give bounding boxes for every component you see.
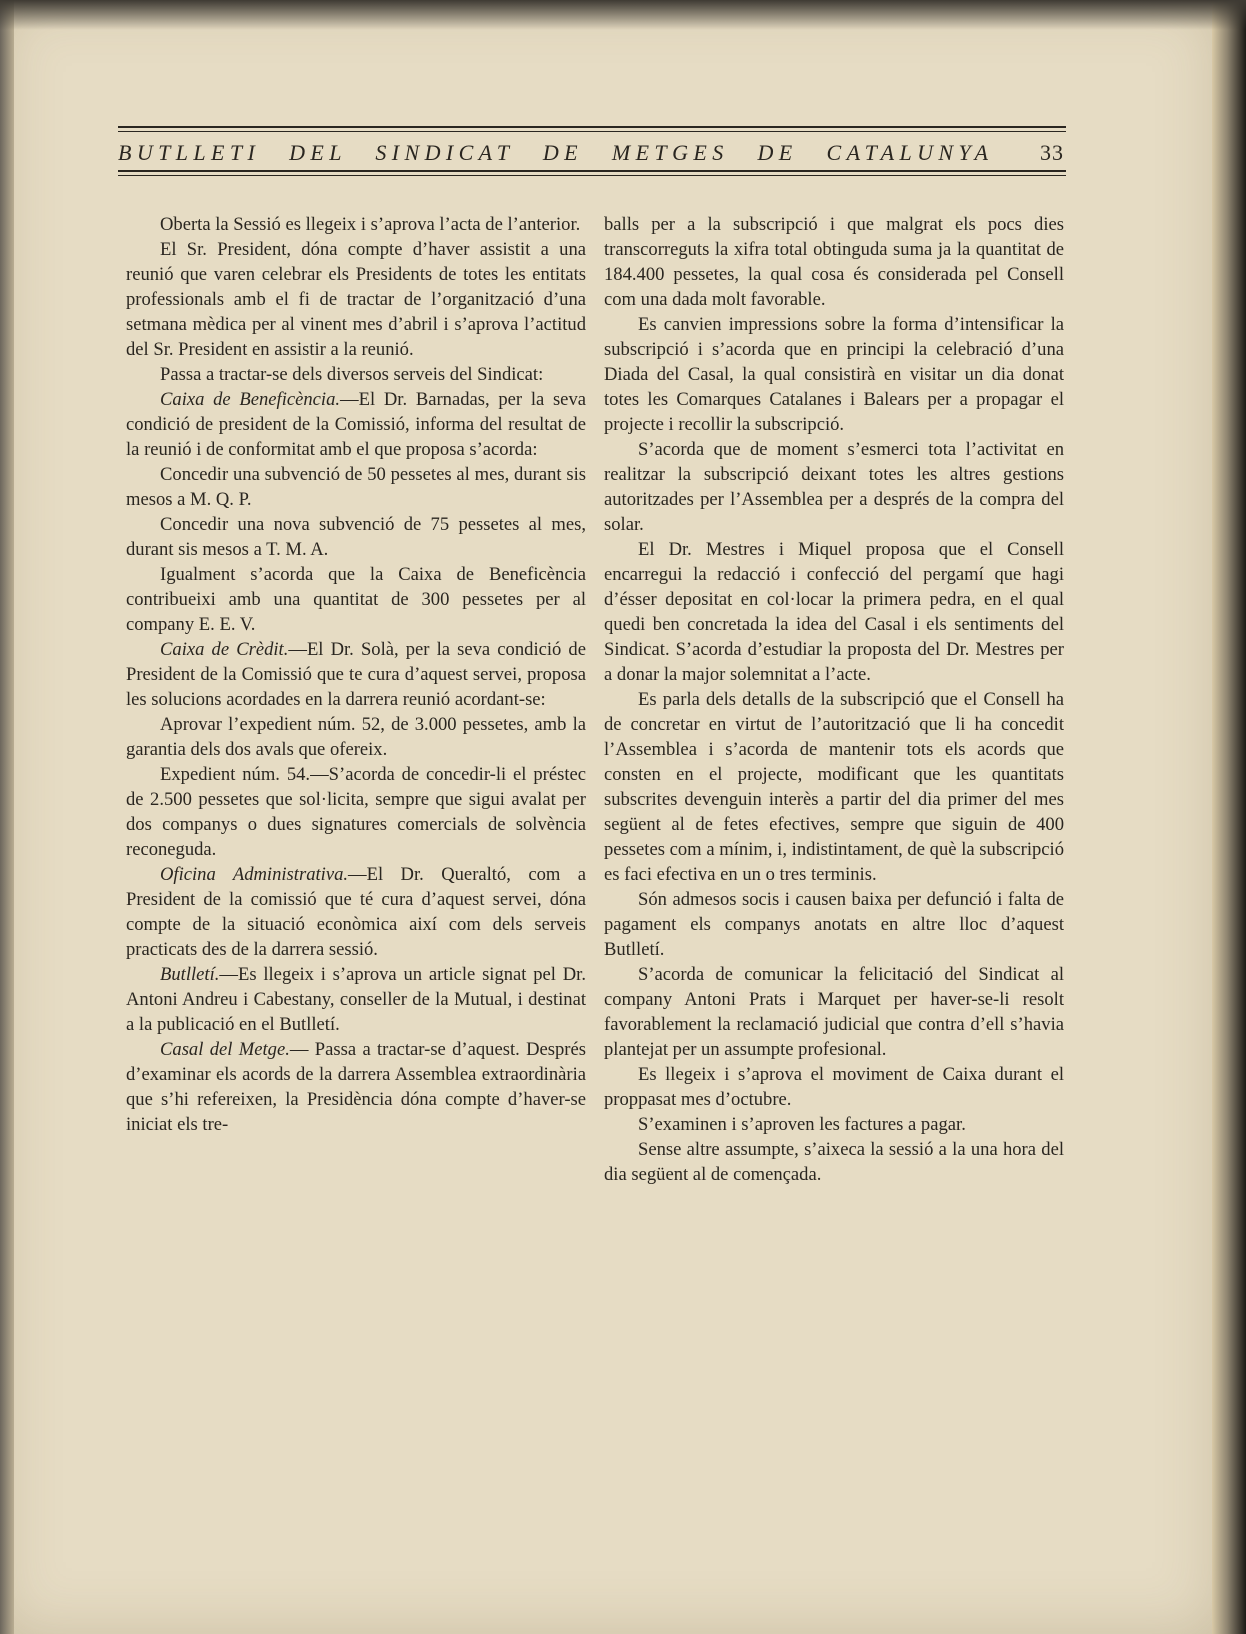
paragraph — [604, 1062, 1064, 1112]
paragraph-text: —El Dr. Barnadas, per la seva condició de president de la Comissió, informa del resultat de la reunió i de conformitat amb el que proposa s’acorda: — [126, 389, 586, 460]
paragraph-text: Sense altre assumpte, s’aixeca la sessió a la una hora del dia següent al de començada. — [604, 1139, 1064, 1185]
paragraph — [126, 512, 586, 562]
paragraph — [126, 237, 586, 362]
paragraph-text: El Dr. Mestres i Miquel proposa que el Consell encarregui la redacció i confecció del pergamí que hagi d’ésser depositat en col·locar la primera pedra, en el qual quedi ben concretada la idea del Casal i els sentiments del Sindicat. S’acorda d’estudiar la proposta del Dr. Mestres per a donar la major solemnitat a l’acte. — [604, 539, 1064, 685]
journal-title: BUTLLETI DEL SINDICAT DE METGES DE CATALUNYA — [118, 140, 994, 165]
paragraph — [604, 687, 1064, 887]
paragraph — [126, 212, 586, 237]
paragraph-text: S’acorda de comunicar la felicitació del Sindicat al company Antoni Prats i Marquet per haver-se-li resolt favorablement la reclamació judicial que contra d’ell s’havia plantejat per un assumpte profesional. — [604, 964, 1064, 1060]
paragraph — [126, 387, 586, 462]
header-rule-top-thin — [118, 131, 1066, 132]
paragraph — [126, 962, 586, 1037]
header-rule-bottom-thin — [118, 175, 1066, 176]
paragraph — [126, 637, 586, 712]
paragraph-text: Es llegeix i s’aprova el moviment de Caixa durant el proppasat mes d’octubre. — [604, 1064, 1064, 1110]
paragraph — [126, 762, 586, 862]
page-number: 33 — [1040, 140, 1064, 165]
paragraph — [604, 1137, 1064, 1187]
paragraph — [604, 437, 1064, 537]
left-column — [126, 212, 586, 1137]
paragraph — [126, 362, 586, 387]
paragraph — [604, 212, 1064, 312]
paragraph-text: —Es llegeix i s’aprova un article signat pel Dr. Antoni Andreu i Cabestany, conseller de la Mutual, i destinat a la publicació en el Butlletí. — [126, 964, 586, 1035]
paragraph-text: Concedir una subvenció de 50 pessetes al mes, durant sis mesos a M. Q. P. — [126, 464, 586, 510]
paragraph-text: Passa a tractar-se dels diversos serveis del Sindicat: — [160, 364, 544, 385]
paragraph — [604, 887, 1064, 962]
paragraph-text: Es parla dels detalls de la subscripció que el Consell ha de concretar en virtut de l’autorització que li ha concedit l’Assemblea i s’acorda de mantenir tots els acords que consten en el projecte, modificant que les quantitats subscrites devenguin interès a partir del dia primer del mes següent al de fetes efectives, sempre que siguin de 400 pessetes com a mínim, i, indistintament, de què la subscripció es faci efectiva en un o tres terminis. — [604, 689, 1064, 885]
section-heading: Caixa de Crèdit. — [160, 639, 289, 660]
paragraph — [126, 712, 586, 762]
paragraph — [126, 862, 586, 962]
paragraph-text: —El Dr. Queraltó, com a President de la comissió que té cura d’aquest servei, dóna compte de la situació econòmica així com dels serveis practicats des de la darrera sessió. — [126, 864, 586, 960]
paragraph — [604, 1112, 1064, 1137]
paragraph-text: —El Dr. Solà, per la seva condició de President de la Comissió que te cura d’aquest servei, proposa les solucions acordades en la darrera reunió acordant-se: — [126, 639, 586, 710]
paragraph-text: S’acorda que de moment s’esmerci tota l’activitat en realitzar la subscripció deixant totes les altres gestions autoritzades per l’Assemblea per a després de la compra del solar. — [604, 439, 1064, 535]
paragraph — [126, 1037, 586, 1137]
page-top-shadow — [0, 0, 1246, 30]
header-rule-bottom — [118, 170, 1066, 172]
paragraph-text: Aprovar l’expedient núm. 52, de 3.000 pessetes, amb la garantia dels dos avals que ofereix. — [126, 714, 586, 760]
paragraph — [604, 962, 1064, 1062]
page-left-edge — [0, 0, 14, 1634]
paragraph — [604, 537, 1064, 687]
paragraph-text: Són admesos socis i causen baixa per defunció i falta de pagament els companys anotats en altre lloc d’aquest Butlletí. — [604, 889, 1064, 960]
page-right-edge — [1212, 0, 1246, 1634]
section-heading: Oficina Administrativa. — [160, 864, 349, 885]
paragraph — [126, 462, 586, 512]
paragraph-text: balls per a la subscripció i que malgrat els pocs dies transcorreguts la xifra total obtinguda suma ja la quantitat de 184.400 pessetes, la qual cosa és considerada pel Consell com una dada molt favorable. — [604, 214, 1064, 310]
paragraph-text: Expedient núm. 54.—S’acorda de concedir-li el préstec de 2.500 pessetes que sol·licita, sempre que sigui avalat per dos companys o dues signatures comercials de solvència reconeguda. — [126, 764, 586, 860]
section-heading: Casal del Metge. — [160, 1039, 290, 1060]
paragraph-text: Igualment s’acorda que la Caixa de Beneficència contribueixi amb una quantitat de 300 pessetes per al company E. E. V. — [126, 564, 586, 635]
section-heading: Caixa de Beneficència. — [160, 389, 341, 410]
paragraph-text: S’examinen i s’aproven les factures a pagar. — [638, 1114, 966, 1135]
section-heading: Butlletí. — [160, 964, 220, 985]
header-rule-top — [118, 126, 1066, 128]
paragraph — [126, 562, 586, 637]
running-header — [118, 126, 1066, 182]
paragraph — [604, 312, 1064, 437]
paragraph-text: Es canvien impressions sobre la forma d’intensificar la subscripció i s’acorda que en principi la celebració d’una Diada del Casal, la qual consistirà en visitar un dia donat totes les Comarques Catalanes i Balears per a propagar el projecte i recollir la subscripció. — [604, 314, 1064, 435]
paragraph-text: Oberta la Sessió es llegeix i s’aprova l’acta de l’anterior. — [160, 214, 581, 235]
paragraph-text: — Passa a tractar-se d’aquest. Després d’examinar els acords de la darrera Assemblea extraordinària que s’hi refereixen, la Presidència dóna compte d’haver-se iniciat els tre- — [126, 1039, 586, 1135]
paragraph-text: Concedir una nova subvenció de 75 pessetes al mes, durant sis mesos a T. M. A. — [126, 514, 586, 560]
paragraph-text: El Sr. President, dóna compte d’haver assistit a una reunió que varen celebrar els Presidents de totes les entitats professionals amb el fi de tractar de l’organització d’una setmana mèdica per al vinent mes d’abril i s’aprova l’actitud del Sr. President en assistir a la reunió. — [126, 239, 586, 360]
right-column — [604, 212, 1064, 1187]
